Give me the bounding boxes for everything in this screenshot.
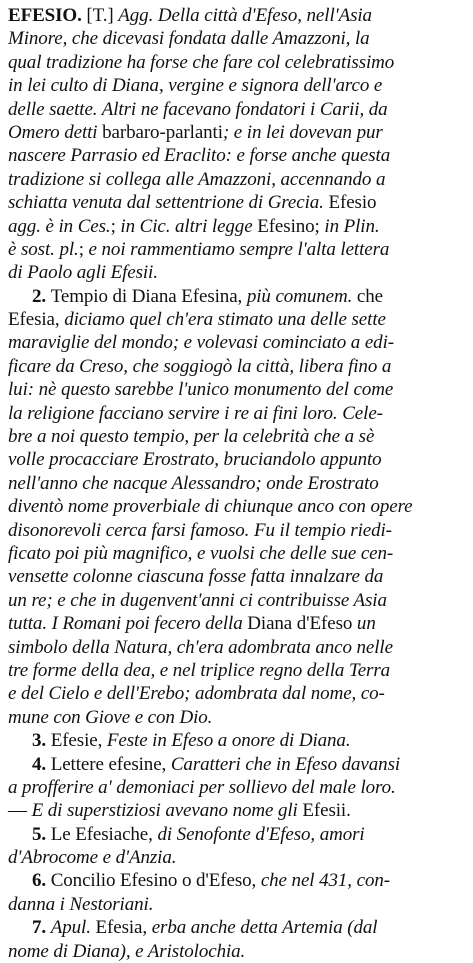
entry-text: qual tradizione ha forse che fare col celebratissimo <box>8 51 395 73</box>
entry-text: che nel 431, con- <box>260 870 390 892</box>
entry-text: ; <box>78 238 89 260</box>
entry-line <box>8 682 465 705</box>
entry-text: ; <box>314 215 325 237</box>
entry-text: nascere Parrasio ed Eraclito: e forse anche questa <box>8 145 391 167</box>
entry-line <box>8 495 465 518</box>
entry-text: Concilio Efesino o d'Efeso, <box>50 870 261 892</box>
entry-text: tutta. I Romani poi fecero della <box>8 613 248 635</box>
entry-line <box>8 355 465 378</box>
entry-line <box>8 823 465 846</box>
entry-text: in Cic. altri legge <box>120 215 258 237</box>
entry-line <box>8 285 465 308</box>
entry-line <box>8 98 465 121</box>
entry-text: di Senofonte d'Efeso, amori <box>157 823 365 845</box>
entry-line <box>8 869 465 892</box>
entry-text: lui: nè questo sarebbe l'unico monumento del come <box>8 379 394 401</box>
entry-text: Efesino <box>257 215 315 237</box>
entry-text: 5. <box>32 823 51 845</box>
entry-text: delle saette. Altri ne facevano fondatori i Carii, da <box>8 98 388 120</box>
entry-text: nell'anno che nacque Alessandro; onde Erostrato <box>8 472 379 494</box>
entry-text: di Paolo agli Efesii. <box>8 262 158 284</box>
entry-line <box>8 331 465 354</box>
entry-line <box>8 659 465 682</box>
entry-text: Efesio <box>328 192 377 214</box>
entry-line <box>8 402 465 425</box>
entry-line <box>8 121 465 144</box>
entry-line <box>8 308 465 331</box>
entry-text: [T.] <box>86 5 119 26</box>
entry-text: Omero detti <box>8 121 103 143</box>
entry-text: 6. <box>32 870 51 892</box>
entry-line <box>8 706 465 729</box>
entry-text: schiatta venuta dal settentrione di Grecia. <box>8 192 329 214</box>
entry-text: Apul. <box>50 917 96 939</box>
entry-line <box>8 378 465 401</box>
entry-line <box>8 846 465 869</box>
entry-line <box>8 472 465 495</box>
entry-text: che <box>352 285 383 307</box>
entry-line <box>8 168 465 191</box>
entry-line <box>8 191 465 214</box>
entry-line <box>8 261 465 284</box>
entry-text: un re; e che in dugenvent'anni ci contribuisse Asia <box>8 589 387 611</box>
entry-text: danna i Nestoriani. <box>8 893 154 915</box>
entry-line <box>8 589 465 612</box>
entry-text: tradizione si collega alle Amazzoni, accennando a <box>8 168 386 190</box>
entry-text: agg. è in Ces. <box>8 215 111 237</box>
entry-line <box>8 238 465 261</box>
entry-text: mune con Giove e con Dio. <box>8 706 213 728</box>
entry-text: ficato poi più magnifico, e vuolsi che delle sue cen- <box>8 542 394 564</box>
headword: EFESIO. <box>8 5 87 26</box>
entry-text: la religione facciano servire i re ai fini loro. Cele- <box>8 402 383 424</box>
entry-text: Caratteri che in Efeso davansi <box>170 753 401 775</box>
entry-line <box>8 729 465 752</box>
entry-text: erba anche detta Artemia (dal <box>151 917 378 939</box>
entry-line <box>8 940 465 963</box>
entry-text: 7. <box>32 917 51 939</box>
entry-text: Feste in Efeso a onore di Diana. <box>106 730 351 752</box>
entry-text: Efesia, <box>8 309 65 331</box>
entry-line <box>8 565 465 588</box>
entry-line <box>8 542 465 565</box>
entry-line <box>8 916 465 939</box>
entry-line <box>8 799 465 822</box>
dictionary-entry-efesio <box>8 4 465 963</box>
entry-text: è sost. pl. <box>8 238 79 260</box>
entry-line <box>8 776 465 799</box>
entry-text: più comunem. <box>246 285 353 307</box>
entry-text: e noi rammentiamo sempre l'alta lettera <box>88 238 390 260</box>
entry-text: d'Abrocome e d'Anzia. <box>8 847 177 869</box>
entry-text: diventò nome proverbiale di chiunque anco con opere <box>8 496 413 518</box>
entry-text: Diana d'Efeso <box>247 613 353 635</box>
entry-text: disonorevoli cerca farsi famoso. Fu il tempio riedi- <box>8 519 392 541</box>
entry-text: barbaro-parlanti <box>102 121 223 143</box>
entry-text: nome di Diana), e Aristolochia. <box>8 940 246 962</box>
entry-line <box>8 215 465 238</box>
entry-line <box>8 753 465 776</box>
entry-text: tre forme della dea, e nel triplice regno della Terra <box>8 659 391 681</box>
entry-text: Efesia, <box>95 917 152 939</box>
entry-text: diciamo quel ch'era stimato una delle sette <box>64 309 386 331</box>
entry-line <box>8 519 465 542</box>
entry-line <box>8 4 465 27</box>
entry-text: Efesii. <box>302 800 351 822</box>
entry-text: 4. <box>32 753 51 775</box>
entry-text: a profferire a' demoniaci per sollievo del male loro. <box>8 776 396 798</box>
entry-text: 3. <box>32 730 51 752</box>
entry-text: Le Efesiache, <box>50 823 158 845</box>
entry-text: Efesie, <box>50 730 107 752</box>
entry-text: — <box>8 800 32 822</box>
entry-text: ; <box>110 215 121 237</box>
entry-line <box>8 893 465 916</box>
entry-line <box>8 27 465 50</box>
entry-text: maraviglie del mondo; e volevasi cominciato a edi- <box>8 332 394 354</box>
entry-text: e del Cielo e dell'Erebo; adombrata dal nome, co- <box>8 683 385 705</box>
entry-line <box>8 74 465 97</box>
entry-text: Agg. Della città d'Efeso, nell'Asia <box>118 5 372 26</box>
entry-text: E di superstiziosi avevano nome gli <box>31 800 303 822</box>
entry-line <box>8 144 465 167</box>
entry-text: Minore, che dicevasi fondata dalle Amazzoni, la <box>8 28 370 50</box>
entry-text: ficare da Creso, che soggiogò la città, libera fino a <box>8 355 392 377</box>
entry-text: un <box>352 613 376 635</box>
entry-text: in Plin. <box>324 215 380 237</box>
entry-line <box>8 636 465 659</box>
entry-line <box>8 448 465 471</box>
entry-text: in lei culto di Diana, vergine e signora dell'arco e <box>8 75 383 97</box>
entry-text: Lettere efesine, <box>50 753 171 775</box>
entry-text: simbolo della Natura, ch'era adombrata anco nelle <box>8 636 393 658</box>
entry-text: Tempio di Diana Efesina, <box>50 285 247 307</box>
entry-line <box>8 612 465 635</box>
entry-text: bre a noi questo tempio, per la celebrità che a sè <box>8 426 375 448</box>
entry-text: 2. <box>32 285 51 307</box>
entry-text: vensette colonne ciascuna fosse fatta innalzare da <box>8 566 384 588</box>
entry-text: ; e in lei dovevan pur <box>222 121 383 143</box>
entry-text: volle procacciare Erostrato, bruciandolo appunto <box>8 449 382 471</box>
entry-line <box>8 51 465 74</box>
entry-line <box>8 425 465 448</box>
